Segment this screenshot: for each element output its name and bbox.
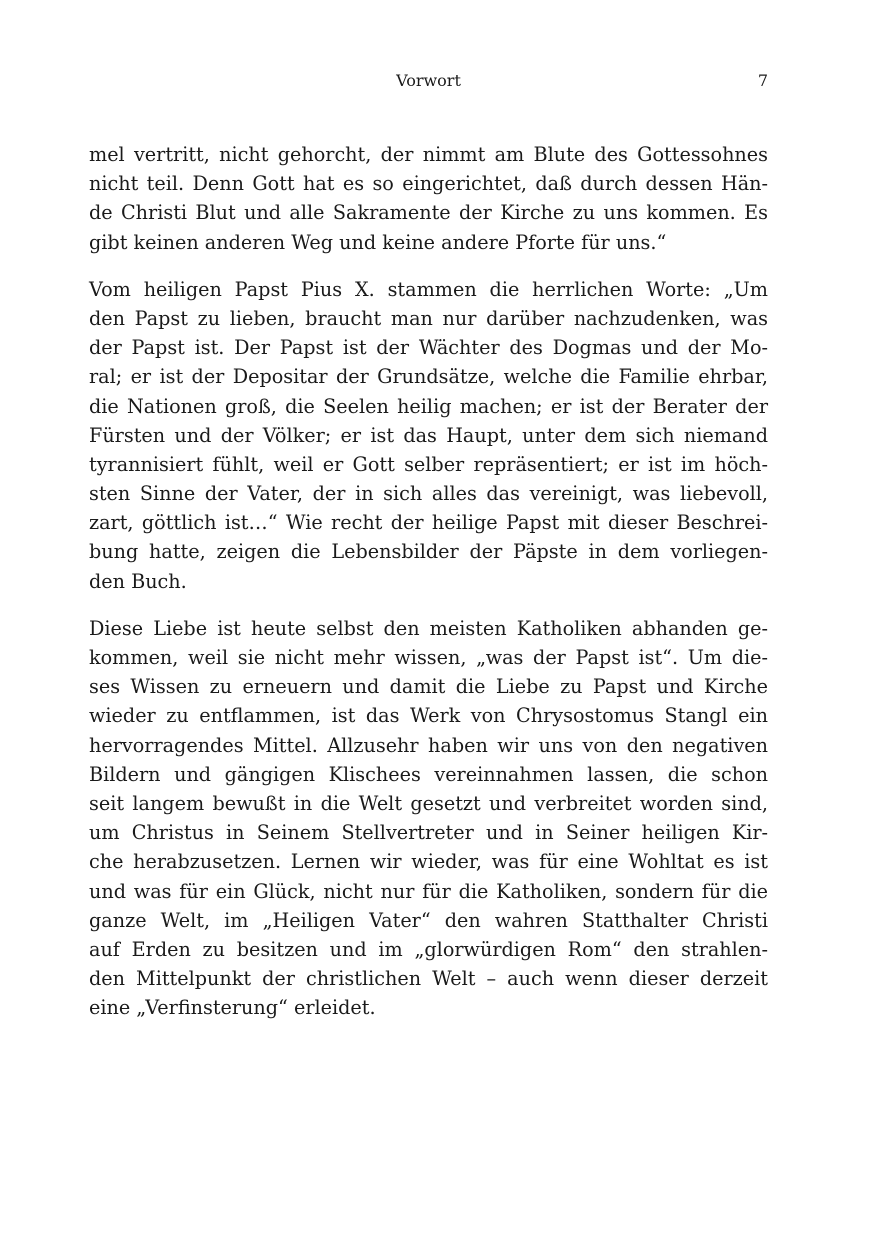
- text-line: gibt keinen anderen Weg und keine andere Pforte für uns.“: [89, 230, 667, 254]
- running-head: [89, 70, 768, 92]
- text-line: auf Erden zu besitzen und im „glorwürdigen Rom“ den strahlen-: [89, 937, 768, 961]
- text-line: che herabzusetzen. Lernen wir wieder, was für eine Wohltat es ist: [89, 850, 768, 874]
- body-text: [89, 140, 768, 1040]
- paragraph-1: [89, 140, 768, 257]
- text-line: Bildern und gängigen Klischees vereinnahmen lassen, die schon: [89, 762, 768, 786]
- text-line: kommen, weil sie nicht mehr wissen, „was der Papst ist“. Um die-: [89, 646, 768, 669]
- text-line: den Mittelpunkt der christlichen Welt – auch wenn dieser derzeit: [89, 967, 768, 991]
- page-number: 7: [757, 71, 768, 90]
- text-line: bung hatte, zeigen die Lebensbilder der Päpste in dem vorliegen-: [89, 540, 768, 564]
- text-line: nicht teil. Denn Gott hat es so eingerichtet, daß durch dessen Hän-: [89, 172, 768, 196]
- paragraph-3: [89, 614, 768, 1023]
- text-line: ses Wissen zu erneuern und damit die Liebe zu Papst und Kirche: [89, 675, 768, 699]
- text-line: ral; er ist der Depositar der Grundsätze, welche die Familie ehrbar,: [89, 365, 768, 389]
- text-line: eine „Verfinsterung“ erleidet.: [89, 996, 376, 1020]
- text-line: zart, göttlich ist…“ Wie recht der heilige Papst mit dieser Beschrei-: [89, 511, 768, 535]
- text-line: de Christi Blut und alle Sakramente der Kirche zu uns kommen. Es: [89, 201, 768, 225]
- text-line: den Buch.: [89, 569, 187, 593]
- text-line: hervorragendes Mittel. Allzusehr haben wir uns von den negativen: [89, 733, 768, 757]
- text-line: Fürsten und der Völker; er ist das Haupt, unter dem sich niemand: [89, 423, 768, 447]
- running-title: Vorwort: [396, 71, 461, 90]
- text-line: ganze Welt, im „Heiligen Vater“ den wahren Statthalter Christi: [89, 908, 768, 932]
- text-line: den Papst zu lieben, braucht man nur darüber nachzudenken, was: [89, 306, 768, 330]
- text-line: mel vertritt, nicht gehorcht, der nimmt am Blute des Gottessohnes: [89, 143, 768, 166]
- text-line: die Nationen groß, die Seelen heilig machen; er ist der Berater der: [89, 394, 768, 418]
- paragraph-2: [89, 275, 768, 596]
- text-line: Diese Liebe ist heute selbst den meisten Katholiken abhanden ge-: [89, 616, 768, 640]
- text-line: sten Sinne der Vater, der in sich alles das vereinigt, was liebevoll,: [89, 482, 768, 506]
- text-line: seit langem bewußt in die Welt gesetzt und verbreitet worden sind,: [89, 791, 768, 815]
- text-line: und was für ein Glück, nicht nur für die Katholiken, sondern für die: [89, 879, 768, 903]
- text-line: wieder zu entflammen, ist das Werk von Chrysostomus Stangl ein: [89, 704, 768, 728]
- text-line: tyrannisiert fühlt, weil er Gott selber repräsentiert; er ist im höch-: [89, 452, 768, 476]
- text-line: der Papst ist. Der Papst ist der Wächter des Dogmas und der Mo-: [89, 336, 768, 360]
- text-line: Vom heiligen Papst Pius X. stammen die herrlichen Worte: „Um: [89, 277, 768, 301]
- text-line: um Christus in Seinem Stellvertreter und in Seiner heiligen Kir-: [89, 821, 768, 845]
